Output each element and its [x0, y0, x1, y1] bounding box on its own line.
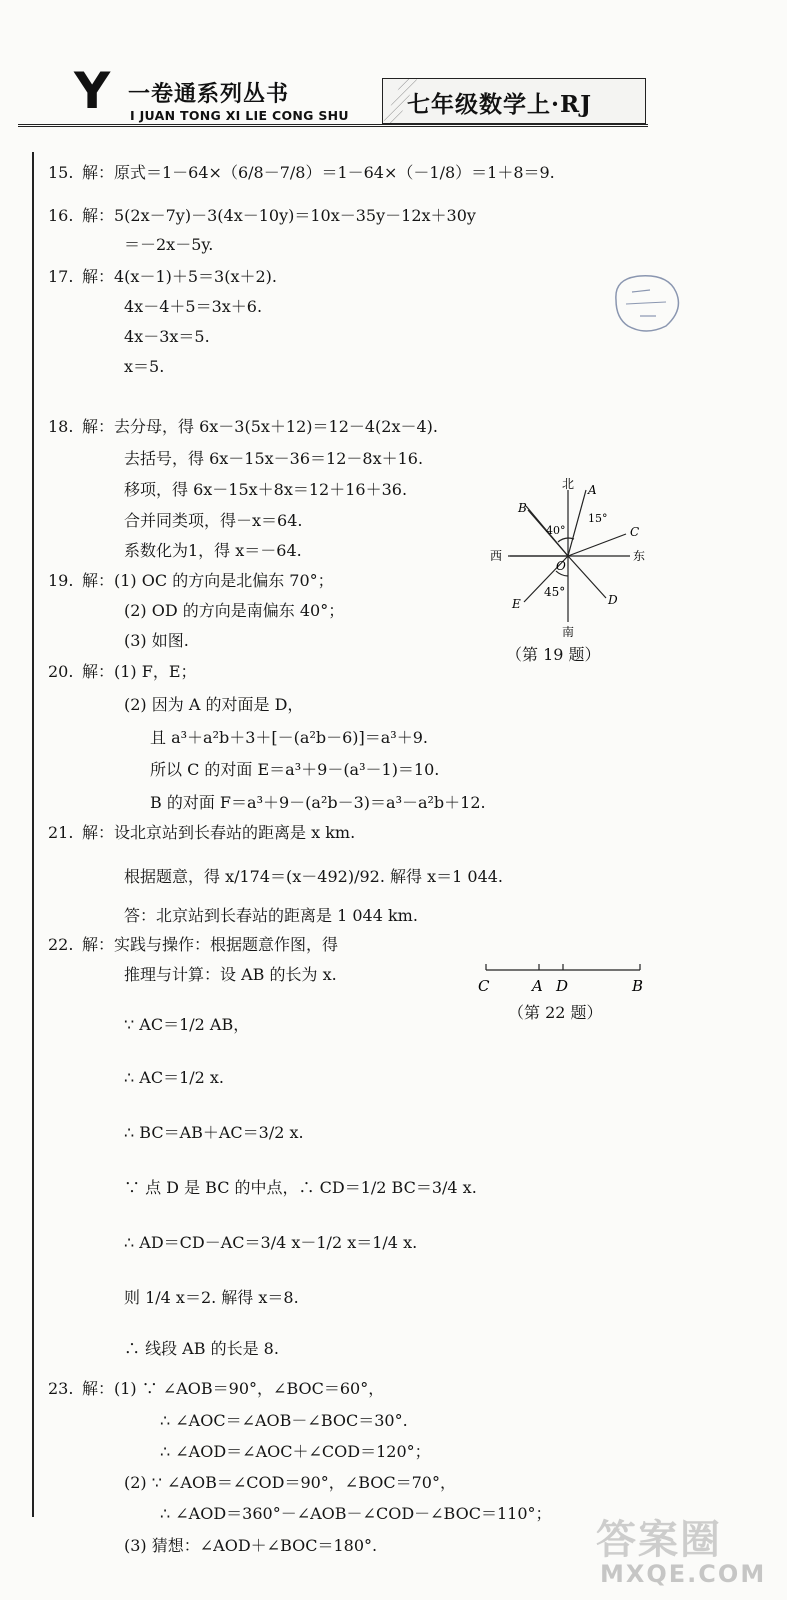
grade-banner — [382, 78, 646, 124]
answer-23-line-4: (2) ∵ ∠AOB＝∠COD＝90°，∠BOC＝70°， — [124, 1473, 456, 1492]
answer-23-line-6: (3) 猜想：∠AOD＋∠BOC＝180°. — [124, 1536, 378, 1555]
question-number: 21. — [48, 823, 74, 842]
answer-20-line-1: 解：(1) F，E； — [82, 662, 197, 681]
answer-19-line-3: (3) 如图. — [124, 631, 189, 650]
answer-18-line-3: 移项，得 6x－15x＋8x＝12＋16＋36. — [124, 480, 408, 499]
west-label: 西 — [490, 549, 503, 563]
answer-20-line-2: (2) 因为 A 的对面是 D， — [124, 695, 304, 714]
point-label-c: C — [630, 525, 640, 539]
answer-18-line-4: 合并同类项，得－x＝64. — [124, 511, 303, 530]
answer-23-line-1: 解：(1) ∵ ∠AOB＝90°，∠BOC＝60°， — [82, 1379, 385, 1398]
answer-22-line-4: ∴ AC＝1/2 x. — [124, 1068, 225, 1087]
segment-point-a: A — [532, 977, 543, 995]
question-number: 23. — [48, 1379, 74, 1398]
answer-23-line-5: ∴ ∠AOD＝360°－∠AOB－∠COD－∠BOC＝110°； — [160, 1504, 552, 1523]
compass-diagram — [488, 476, 648, 641]
answer-22-line-2: 推理与计算：设 AB 的长为 x. — [124, 965, 337, 984]
question-number: 18. — [48, 417, 74, 436]
question-number: 20. — [48, 662, 74, 681]
answer-18-line-2: 去括号，得 6x－15x－36＝12－8x＋16. — [124, 449, 424, 468]
answer-16-line-2: ＝－2x－5y. — [124, 235, 214, 254]
segment-diagram — [472, 960, 652, 1000]
figure-19-compass — [488, 476, 648, 666]
answer-19-line-1: 解：(1) OC 的方向是北偏东 70°； — [82, 571, 334, 590]
angle-15-label: 15° — [588, 512, 608, 525]
answer-23-line-2: ∴ ∠AOC＝∠AOB－∠BOC＝30°. — [160, 1411, 408, 1430]
segment-point-c: C — [478, 977, 490, 995]
answer-19-line-2: (2) OD 的方向是南偏东 40°； — [124, 601, 345, 620]
segment-point-d: D — [556, 977, 569, 995]
answer-16-line-1: 解：5(2x－7y)－3(4x－10y)＝10x－35y－12x＋30y — [82, 206, 476, 225]
answer-17-line-1: 解：4(x－1)＋5＝3(x＋2). — [82, 267, 278, 286]
answer-22-line-1: 解：实践与操作：根据题意作图，得 — [82, 935, 339, 954]
figure-22-segment — [472, 960, 652, 1022]
answer-20-line-3: 且 a³＋a²b＋3＋[－(a²b－6)]＝a³＋9. — [150, 728, 428, 747]
question-number: 22. — [48, 935, 74, 954]
figure-22-caption: （第 22 题） — [508, 1003, 603, 1022]
answer-20-line-5: B 的对面 F＝a³＋9－(a²b－3)＝a³－a²b＋12. — [150, 793, 486, 812]
answer-17-line-2: 4x－4＋5＝3x＋6. — [124, 297, 263, 316]
series-logo: Y — [74, 62, 111, 120]
angle-40-label: 40° — [546, 524, 566, 537]
question-number: 19. — [48, 571, 74, 590]
north-label: 北 — [562, 477, 575, 491]
answer-21-line-3: 答：北京站到长春站的距离是 1 044 km. — [124, 906, 418, 925]
answer-22-line-6: ∵ 点 D 是 BC 的中点，∴ CD＝1/2 BC＝3/4 x. — [124, 1178, 477, 1197]
header-rule — [18, 124, 648, 127]
answer-22-line-8: 则 1/4 x＝2. 解得 x＝8. — [124, 1288, 299, 1307]
margin-line — [32, 152, 34, 1517]
answer-23-line-3: ∴ ∠AOD＝∠AOC＋∠COD＝120°； — [160, 1442, 431, 1461]
series-title: 一卷通系列丛书 — [128, 82, 290, 107]
stamp-mark — [606, 270, 686, 336]
answer-18-line-1: 解：去分母，得 6x－3(5x＋12)＝12－4(2x－4). — [82, 417, 439, 436]
figure-19-caption: （第 19 题） — [506, 645, 601, 664]
east-label: 东 — [633, 549, 646, 563]
site-watermark: 答案圈 — [596, 1517, 722, 1563]
answer-17-line-4: x＝5. — [124, 357, 165, 376]
answer-18-line-5: 系数化为1，得 x＝－64. — [124, 541, 302, 560]
answer-22-line-5: ∴ BC＝AB＋AC＝3/2 x. — [124, 1123, 304, 1142]
answer-15-line-1: 解：原式＝1－64×（6/8－7/8）＝1－64×（－1/8）＝1＋8＝9. — [82, 163, 555, 182]
question-number: 15. — [48, 163, 74, 182]
point-label-a: A — [588, 483, 597, 497]
segment-point-b: B — [632, 977, 644, 995]
question-number: 16. — [48, 206, 74, 225]
answer-21-line-2: 根据题意，得 x/174＝(x－492)/92. 解得 x＝1 044. — [124, 867, 504, 886]
stamp-graphic — [606, 270, 686, 336]
point-label-d: D — [608, 593, 618, 607]
answer-17-line-3: 4x－3x＝5. — [124, 327, 210, 346]
answer-20-line-4: 所以 C 的对面 E＝a³＋9－(a³－1)＝10. — [150, 760, 440, 779]
point-label-e: E — [512, 597, 521, 611]
answer-21-line-1: 解：设北京站到长春站的距离是 x km. — [82, 823, 356, 842]
site-watermark-url: MXQE.COM — [600, 1560, 767, 1588]
south-label: 南 — [562, 625, 575, 639]
grade-label: 七年级数学上·RJ — [407, 91, 593, 118]
answer-22-line-9: ∴ 线段 AB 的长是 8. — [124, 1339, 279, 1358]
answer-22-line-7: ∴ AD＝CD－AC＝3/4 x－1/2 x＝1/4 x. — [124, 1233, 418, 1252]
page-header — [0, 0, 787, 132]
question-number: 17. — [48, 267, 74, 286]
answer-22-line-3: ∵ AC＝1/2 AB， — [124, 1015, 250, 1034]
angle-45-label: 45° — [544, 585, 566, 599]
point-label-b: B — [518, 501, 527, 515]
point-label-o: O — [556, 559, 566, 573]
series-pinyin: I JUAN TONG XI LIE CONG SHU — [130, 108, 349, 123]
